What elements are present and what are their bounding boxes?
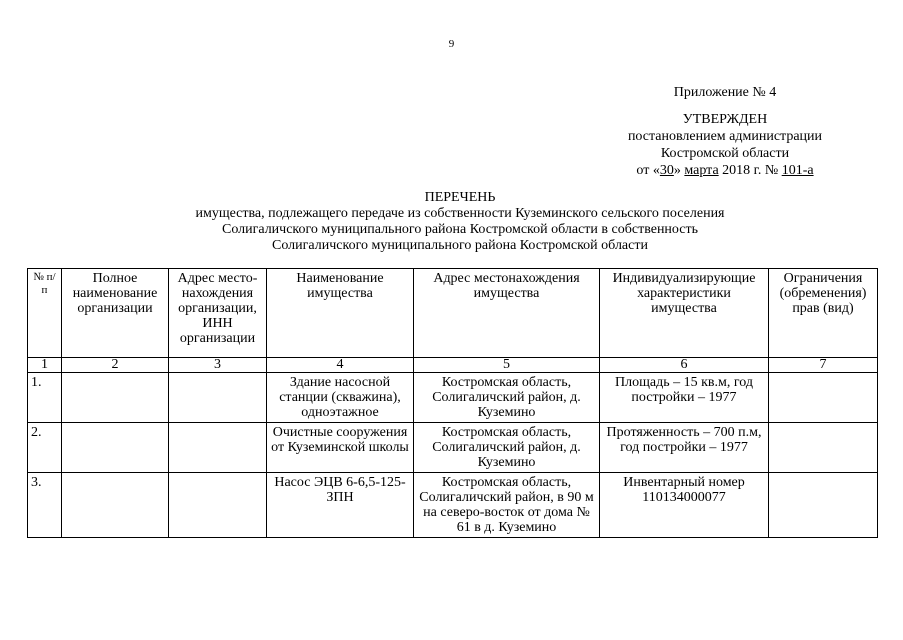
row-org-name xyxy=(62,423,169,473)
column-number: 7 xyxy=(769,358,878,373)
list-subtitle-line-2: Солигаличского муниципального района Костромской области в собственность xyxy=(221,222,698,237)
appendix-block xyxy=(560,84,890,179)
row-org-name xyxy=(62,473,169,538)
column-number: 2 xyxy=(62,358,169,373)
row-org-address xyxy=(169,373,267,423)
header-cell-restrictions: Ограничения (обременения) прав (вид) xyxy=(769,269,878,358)
header-cell-property-address: Адрес местонахождения имущества xyxy=(414,269,600,358)
decree-date-line xyxy=(560,162,890,179)
row-index: 1. xyxy=(28,373,62,423)
date-year: 2018 г. № xyxy=(718,163,782,178)
page-number: 9 xyxy=(448,38,455,50)
appendix-title: Приложение № 4 xyxy=(673,85,777,100)
header-cell-org-name: Полное наименование организации xyxy=(62,269,169,358)
date-month: марта xyxy=(684,163,719,178)
row-property-address: Костромская область, Солигаличский район, д. Куземино xyxy=(414,423,600,473)
column-number: 3 xyxy=(169,358,267,373)
header-cell-org-address: Адрес место-нахождения организации, ИНН организации xyxy=(169,269,267,358)
list-subtitle-line-3: Солигаличского муниципального района Костромской области xyxy=(272,238,648,253)
row-restrictions xyxy=(769,423,878,473)
row-characteristics: Протяженность – 700 п.м, год постройки – 1977 xyxy=(600,423,769,473)
row-index: 2. xyxy=(28,423,62,473)
date-mid: » xyxy=(673,163,685,178)
list-subtitle-line-1: имущества, подлежащего передаче из собственности Куземинского сельского поселения xyxy=(195,206,725,221)
list-title: ПЕРЕЧЕНЬ xyxy=(424,190,496,205)
column-number: 5 xyxy=(414,358,600,373)
column-number-row xyxy=(28,358,878,373)
row-characteristics: Площадь – 15 кв.м, год постройки – 1977 xyxy=(600,373,769,423)
date-day: 30 xyxy=(659,163,674,178)
column-number: 6 xyxy=(600,358,769,373)
table-row xyxy=(28,423,878,473)
column-number: 4 xyxy=(267,358,414,373)
row-property-name: Здание насосной станции (скважина), одноэтажное xyxy=(267,373,414,423)
decree-number: 101-а xyxy=(781,163,814,178)
header-cell-characteristics: Индивидуализирующие характеристики имущества xyxy=(600,269,769,358)
row-property-name: Насос ЭЦВ 6-6,5-125-ЗПН xyxy=(267,473,414,538)
row-property-address: Костромская область, Солигаличский район, д. Куземино xyxy=(414,373,600,423)
table-header-row xyxy=(28,269,878,358)
property-table xyxy=(27,268,878,538)
row-property-name: Очистные сооружения от Куземинской школы xyxy=(267,423,414,473)
header-cell-property-name: Наименование имущества xyxy=(267,269,414,358)
row-index: 3. xyxy=(28,473,62,538)
decree-line-1: постановлением администрации xyxy=(627,129,823,144)
column-number: 1 xyxy=(28,358,62,373)
table-row xyxy=(28,373,878,423)
approved-label: УТВЕРЖДЕН xyxy=(682,112,768,127)
header-cell-index: № п/п xyxy=(28,269,62,358)
date-prefix: от « xyxy=(636,163,660,178)
row-property-address: Костромская область, Солигаличский район, в 90 м на северо-восток от дома № 61 в д. Куземино xyxy=(414,473,600,538)
row-org-name xyxy=(62,373,169,423)
row-restrictions xyxy=(769,373,878,423)
row-characteristics: Инвентарный номер 110134000077 xyxy=(600,473,769,538)
row-org-address xyxy=(169,473,267,538)
row-org-address xyxy=(169,423,267,473)
list-heading xyxy=(60,190,860,254)
table-row xyxy=(28,473,878,538)
row-restrictions xyxy=(769,473,878,538)
decree-line-2: Костромской области xyxy=(660,146,790,161)
